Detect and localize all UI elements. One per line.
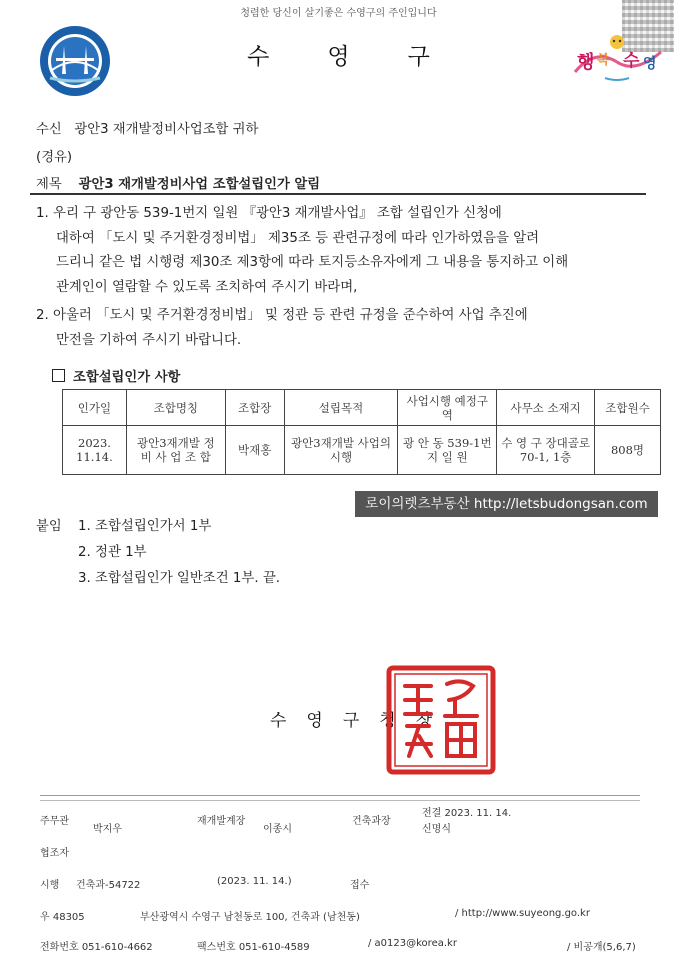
paragraph-2-line: 2. 아울러 「도시 및 주거환경정비법」 및 정관 등 관련 규정을 준수하여 사업 추진에 [36, 308, 528, 323]
paragraph-2-line: 만전을 기하여 주시기 바랍니다. [56, 332, 242, 348]
checkbox-icon [52, 369, 65, 382]
table-header-cell: 사업시행 예정구역 [398, 390, 497, 426]
website-link[interactable]: / http://www.suyeong.go.kr [455, 908, 590, 919]
attachment-item: 1. 조합설립인가서 1부 [78, 519, 212, 534]
attachment-item: 2. 정관 1부 [78, 545, 147, 560]
approval-table [62, 389, 661, 475]
table-header-cell: 설립목적 [284, 390, 398, 426]
svg-text:영: 영 [643, 56, 657, 72]
table-header-cell: 조합명칭 [126, 390, 225, 426]
attachments-label: 붙임 [36, 519, 62, 534]
paragraph-1 [36, 202, 568, 300]
table-cell: 광안3재개발 정 비 사 업 조 합 [126, 426, 225, 475]
title-divider [30, 193, 646, 195]
drafter-name: 박지우 [93, 824, 122, 835]
title-label: 제목 [36, 177, 62, 192]
footer-divider [40, 795, 640, 801]
attachment-item: 3. 조합설립인가 일반조건 1부. 끝. [78, 571, 281, 586]
agency-name: 수영구 [247, 44, 488, 70]
table-cell: 수 영 구 장대골로 70-1, 1층 [497, 426, 595, 475]
table-cell: 광안3재개발 사업의 시행 [284, 426, 398, 475]
table-header-cell: 사무소 소재지 [497, 390, 595, 426]
enforce-date: (2023. 11. 14.) [217, 876, 292, 887]
svg-text:행: 행 [577, 52, 595, 73]
table-cell: 광 안 동 539-1번지 일 원 [398, 426, 497, 475]
official-seal-icon [385, 664, 497, 776]
watermark-banner: 로이의렛츠부동산 http://letsbudongsan.com [355, 491, 658, 517]
happy-suyeong-logo-icon [565, 28, 669, 84]
table-header-cell: 조합원수 [595, 390, 661, 426]
enforce-label: 시행 [40, 880, 60, 891]
paragraph-1-line: 관계인이 열람할 수 있도록 조치하여 주시기 바라며, [56, 279, 358, 295]
reviewer-name: 이종시 [263, 824, 292, 835]
recipient: 광안3 재개발정비사업조합 귀하 [74, 122, 259, 137]
recipient-line [36, 118, 258, 137]
receipt-label: 접수 [350, 880, 370, 891]
drafter-label: 주무관 [40, 816, 69, 827]
phone-number: 전화번호 051-610-4662 [40, 942, 153, 953]
fax-number: 팩스번호 051-610-4589 [197, 942, 310, 953]
table-cell: 2023. 11.14. [63, 426, 127, 475]
title-line [36, 173, 320, 192]
slogan: 청렴한 당신이 살기좋은 수영구의 주인입니다 [240, 8, 437, 19]
approver-name: 신명식 [422, 824, 451, 835]
table-row [63, 426, 661, 475]
table-header-cell: 조합장 [225, 390, 284, 426]
enforce-number: 건축과-54722 [76, 880, 141, 891]
recipient-label: 수신 [36, 122, 62, 137]
section-heading-text: 조합설립인가 사항 [73, 370, 181, 385]
section-heading [52, 366, 180, 385]
svg-text:복: 복 [597, 53, 610, 68]
table-header-cell: 인가일 [63, 390, 127, 426]
svg-text:수: 수 [623, 51, 640, 71]
cooperator-label: 협조자 [40, 848, 69, 859]
postal-code: 우 48305 [40, 912, 85, 923]
paragraph-1-line: 드리니 같은 법 시행령 제30조 제3항에 따라 토지등소유자에게 그 내용을 통지하고 이해 [56, 255, 569, 270]
reviewer-label: 재개발계장 [197, 816, 246, 827]
paragraph-1-line: 대하여 「도시 및 주거환경정비법」 제35조 등 관련규정에 따라 인가하였음을 알려 [56, 230, 540, 246]
signatory-name: 수영구청장 [270, 711, 453, 731]
table-cell: 808명 [595, 426, 661, 475]
paragraph-1-line: 1. 우리 구 광안동 539-1번지 일원 『광안3 재개발사업』 조합 설립인가 신청에 [36, 206, 502, 221]
approver-label: 건축과장 [352, 816, 391, 827]
table-cell: 박재홍 [225, 426, 284, 475]
via-line: (경유) [36, 150, 73, 165]
email-link[interactable]: / a0123@korea.kr [368, 938, 457, 949]
approval-date: 전결 2023. 11. 14. [422, 808, 512, 819]
disclosure-status: / 비공개(5,6,7) [567, 942, 636, 953]
office-address: 부산광역시 수영구 남천동로 100, 건축과 (남천동) [140, 912, 360, 923]
document-title: 광안3 재개발정비사업 조합설립인가 알림 [78, 177, 321, 192]
table-header-row [63, 390, 661, 426]
paragraph-2 [36, 304, 528, 353]
